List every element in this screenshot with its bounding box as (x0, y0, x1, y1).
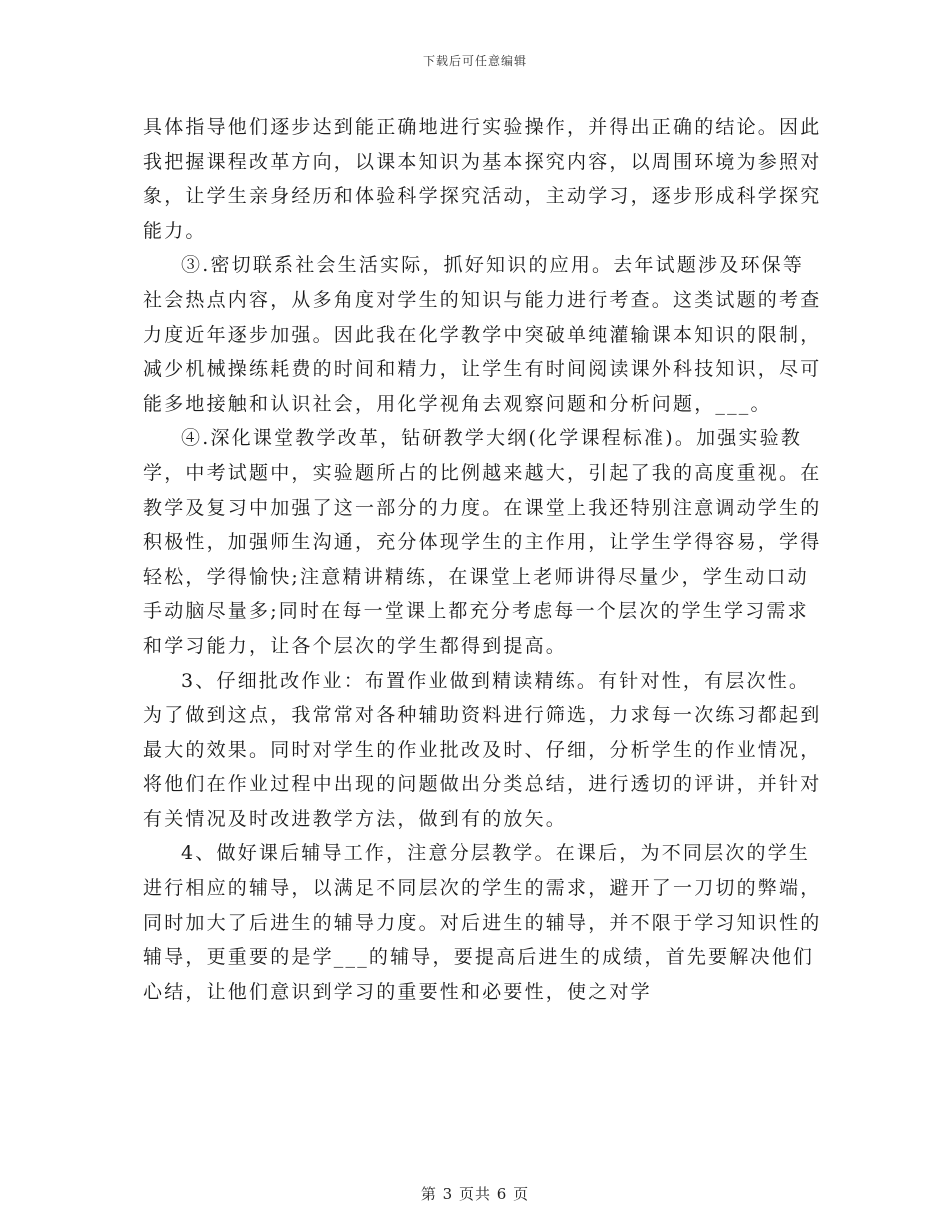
paragraph-4: 3、仔细批改作业：布置作业做到精读精练。有针对性，有层次性。为了做到这点，我常常对各种辅助资料进行筛选，力求每一次练习都起到最大的效果。同时对学生的作业批改及时、仔细，分析学生的作业情况，将他们在作业过程中出现的问题做出分类总结，进行透切的评讲，并针对有关情况及时改进教学方法，做到有的放矢。 (143, 669, 822, 830)
paragraph-5: 4、做好课后辅导工作，注意分层教学。在课后，为不同层次的学生进行相应的辅导，以满足不同层次的学生的需求，避开了一刀切的弊端，同时加大了后进生的辅导力度。对后进生的辅导，并不限于学习知识性的辅导，更重要的是学___的辅导，要提高后进生的成绩，首先要解决他们心结，让他们意识到学习的重要性和必要性，使之对学 (143, 842, 822, 1003)
page-header: 下载后可任意编辑 (422, 54, 527, 68)
paragraph-1: 具体指导他们逐步达到能正确地进行实验操作，并得出正确的结论。因此我把握课程改革方向，以课本知识为基本探究内容，以周围环境为参照对象，让学生亲身经历和体验科学探究活动，主动学习，逐步形成科学探究能力。 (143, 116, 822, 242)
document-body (143, 110, 823, 1009)
page-number-footer: 第 3 页共 6 页 (420, 1185, 530, 1203)
paragraph-3: ④.深化课堂教学改革，钻研教学大纲(化学课程标准)。加强实验教学，中考试题中，实验题所占的比例越来越大，引起了我的高度重视。在教学及复习中加强了这一部分的力度。在课堂上我还特别注意调动学生的积极性，加强师生沟通，充分体现学生的主作用，让学生学得容易，学得轻松，学得愉快;注意精讲精练，在课堂上老师讲得尽量少，学生动口动手动脑尽量多;同时在每一堂课上都充分考虑每一个层次的学生学习需求和学习能力，让各个层次的学生都得到提高。 (143, 427, 822, 657)
paragraph-2: ③.密切联系社会生活实际，抓好知识的应用。去年试题涉及环保等社会热点内容，从多角度对学生的知识与能力进行考查。这类试题的考查力度近年逐步加强。因此我在化学教学中突破单纯灌输课本知识的限制，减少机械操练耗费的时间和精力，让学生有时间阅读课外科技知识，尽可能多地接触和认识社会，用化学视角去观察问题和分析问题，___。 (143, 254, 822, 415)
